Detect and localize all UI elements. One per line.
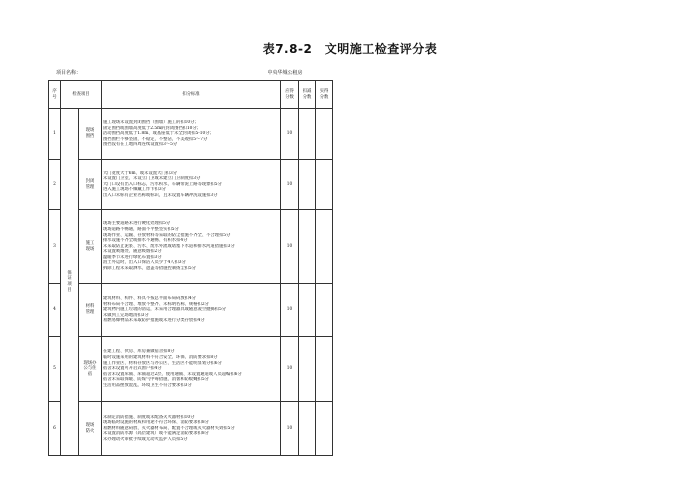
row-due-points: 10 [281, 160, 299, 210]
project-name-value: 中央华城公租房 [267, 70, 303, 76]
table-row [49, 160, 333, 210]
row-seq: 4 [49, 284, 61, 337]
row-criteria: 现场主要道路未进行硬化处理扣5分 现场道路不畅通，路面不平整坚实扣5分 现场作业、运输、存放材料等采取的防尘措施不齐全、不合理扣5分 排水设施不齐全或排水不通畅、有积水扣4分 未采取防止泥浆、污水、废水外流或堵塞下水道和排水河道措施扣3分 未设置吸烟处、随意吸烟扣2分 温暖季节未进行绿化布置扣3分 渣土外运时，出入口保洁人员少于4人扣3分 拆除工程未采取洒水、遮盖等措施控制扬尘扣5分 [102, 210, 281, 284]
row-criteria: 施工现场未设置封闭围挡（围墙）施工的扣10分； 固定围挡或围墙高度低于2.5m的封闭围挡扣10分； 活动围挡高度低于1.8m、或基座低于未全封闭扣5-10分； 围挡围栏不够坚固，不稳定，不整洁，不美观扣5～7分 围挡没有在工地四周连续设置扣3～5分 [102, 109, 281, 160]
row-due-points: 10 [281, 337, 299, 402]
row-item-name: 现场办 公与住 宿 [79, 337, 102, 402]
header-due-points: 应得 分数 [281, 81, 299, 109]
row-actual-points[interactable] [316, 210, 333, 284]
row-due-points: 10 [281, 284, 299, 337]
row-due-points: 10 [281, 210, 299, 284]
row-deducted-points[interactable] [299, 284, 316, 337]
page-title: 表7.8-2 文明施工检查评分表 [262, 42, 438, 56]
row-actual-points[interactable] [316, 160, 333, 210]
row-criteria: 建筑材料、构件、料具不按总平面布局码放扣4分 材料布局不合理、堆放不整齐、未标明名称、规格扣2分 建筑物内施工垃圾的清运，未采用合理器具或随意凌空抛掷扣5分 未做到工完场地清扣3分 易燃易爆物品未采取防护措施或未进行分类存放扣4分 [102, 284, 281, 337]
row-criteria: 大门宽度大于6m、或未设置大门扣3分 未设置门卫室、未设立门卫或未建立门卫制度扣3分 大门口设有出入口标志，污水积水，车辆带泥上路等现象扣5分 进入施工现场不佩戴工作卡扣3分 出入口未标有企业名称或标识，且未设置车辆冲洗设施扣3分 [102, 160, 281, 210]
row-deducted-points[interactable] [299, 160, 316, 210]
row-actual-points[interactable] [316, 402, 333, 456]
table-row [49, 210, 333, 284]
row-actual-points[interactable] [316, 109, 333, 160]
row-criteria: 在建工程、伙房、库房兼做宿舍扣8分 临时设施采用的建筑材料不符合安全、环保、消防要求扣8分 施工作业区、材料存放区与办公区、生活区不能明显划分扣6分 宿舍未设置可开启式窗户扣4分 宿舍未设置床铺、床铺超过2层、使用通铺、未设置通道或人员超编扣6分 宿舍未采取保暖、防煤气中毒措施、消暑和防蚊蝇扣5分 生活用品摆放混乱，环境卫生不符合要求扣3分 [102, 337, 281, 402]
row-seq: 6 [49, 402, 61, 456]
row-deducted-points[interactable] [299, 109, 316, 160]
row-deducted-points[interactable] [299, 337, 316, 402]
table-row [49, 109, 333, 160]
row-due-points: 10 [281, 402, 299, 456]
row-seq: 5 [49, 337, 61, 402]
header-seq: 序 号 [49, 81, 61, 109]
table-row [49, 402, 333, 456]
row-deducted-points[interactable] [299, 402, 316, 456]
header-deducted-points: 扣减 分数 [299, 81, 316, 109]
row-seq: 1 [49, 109, 61, 160]
table-header-row [49, 81, 333, 109]
row-actual-points[interactable] [316, 337, 333, 402]
row-seq: 3 [49, 210, 61, 284]
score-table [48, 80, 333, 456]
row-actual-points[interactable] [316, 284, 333, 337]
project-name-label: 项目名称： [56, 70, 82, 76]
header-check-item: 检查项目 [61, 81, 102, 109]
row-seq: 2 [49, 160, 61, 210]
row-due-points: 10 [281, 109, 299, 160]
table-row [49, 284, 333, 337]
header-actual-points: 实得 分数 [316, 81, 333, 109]
row-criteria: 未制定消防措施、制度或未配备灭火器材扣10分 现场临时设施的材质和用途不符合环保、消防要求扣8分 易燃材料随意码放、灭火器材布局、配置不合理或灭火器材失效扣5分 未设置消防水源（高层建筑）或不能满足消防要求扣8分 未办理动火审批手续或无动火监护人员扣5分 [102, 402, 281, 456]
table-row [49, 337, 333, 402]
row-item-name: 材料 管理 [79, 284, 102, 337]
row-item-name: 施工 现场 [79, 210, 102, 284]
row-item-name: 封闭 管理 [79, 160, 102, 210]
row-item-name: 现场 围挡 [79, 109, 102, 160]
row-deducted-points[interactable] [299, 210, 316, 284]
group-label-guarantee-items: 保 证 项 目 [61, 109, 79, 456]
row-item-name: 现场 防火 [79, 402, 102, 456]
header-criteria: 扣分标准 [102, 81, 281, 109]
